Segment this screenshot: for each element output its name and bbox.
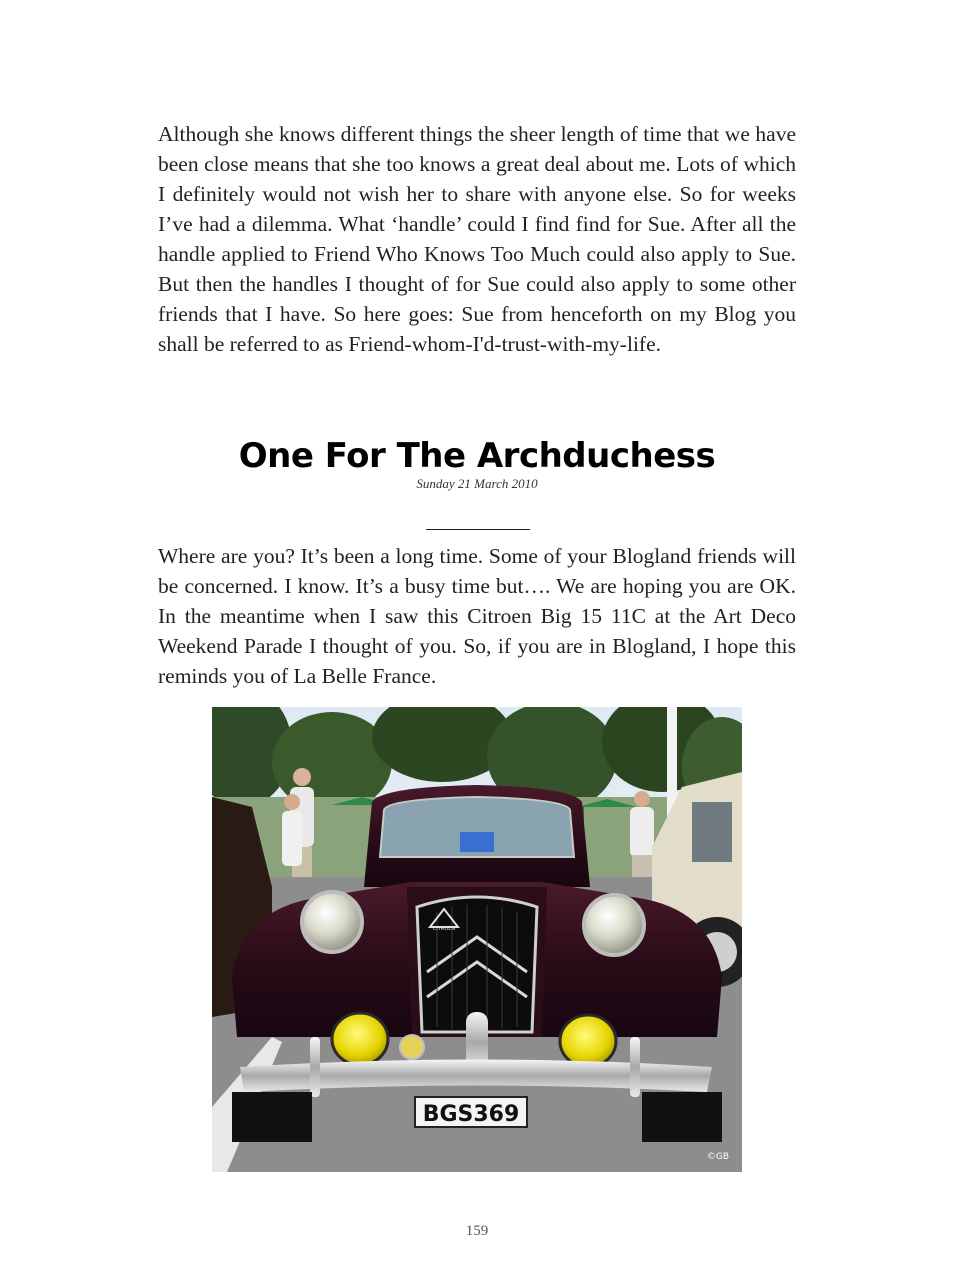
car-photo [212,707,742,1172]
divider [426,529,530,530]
post-title: One For The Archduchess [238,436,716,476]
page-number: 159 [465,1223,489,1239]
citroen-badge-text: CITROEN [432,926,456,932]
paragraph-intro: Although she knows different things the sheer length of time that we have been close means that she too knows a great deal about me. Lots of which I definitely would not wish her to share with anyone else. So for weeks I’ve had a dilemma. What ‘handle’ could I find find for Sue. After all the handle applied to Friend Who Knows Too Much could also apply to Sue. But then the handles I thought of for Sue could also apply to some other friends that I have. So here goes: Sue from henceforth on my Blog you shall be referred to as Friend-whom-I'd-trust-with-my-life. [158,122,796,356]
post-date: Sunday 21 March 2010 [416,476,538,491]
photo-watermark: ©GB [706,1152,729,1162]
dashboard-sign [460,832,494,852]
license-plate-text: BGS369 [422,1102,520,1127]
post-body: Where are you? It’s been a long time. Some of your Blogland friends will be concerned. I know. It’s a busy time but…. We are hoping you are OK. In the meantime when I saw this Citroen Big 15 11C at the Art Deco Weekend Parade I thought of you. So, if you are in Blogland, I hope this reminds you of La Belle France. [158,544,796,688]
